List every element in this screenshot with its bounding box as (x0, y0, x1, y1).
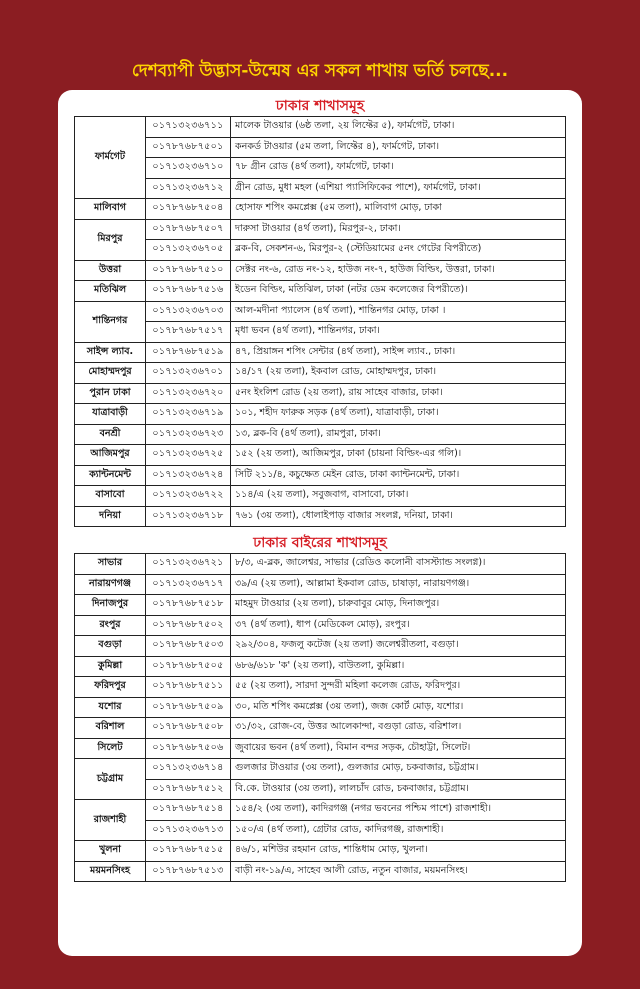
branch-phone: ০১৭১৩২৩৬৭০১ (146, 363, 231, 384)
branch-name: যাত্রাবাড়ী (75, 404, 146, 425)
branch-phone: ০১৭৮৭৬৮৭৫০৪ (146, 199, 231, 220)
branch-phone: ০১৭৮৭৬৮৭৫০৮ (146, 718, 231, 739)
table-row (75, 841, 566, 862)
branch-phone: ০১৭১৩২৩৬৭১৯ (146, 404, 231, 425)
branch-name: বনশ্রী (75, 424, 146, 445)
table-row (75, 554, 566, 575)
branch-address: দারুসা টাওয়ার (৪র্থ তলা), মিরপুর-২, ঢাকা। (231, 219, 566, 240)
branch-address: সেক্টর নং-৬, রোড নং-১২, হাউজ নং-৭, হাউজ বিল্ডিং, উত্তরা, ঢাকা। (231, 260, 566, 281)
branch-address: ১৩, ব্লক-বি (৪র্থ তলা), রামপুরা, ঢাকা। (231, 424, 566, 445)
table-row (75, 506, 566, 527)
table-row (75, 820, 566, 841)
table-row (75, 137, 566, 158)
branch-phone: ০১৭১৩২৩৬৭২২ (146, 486, 231, 507)
branch-address: ১৪/১৭ (২য় তলা), ইকবাল রোড, মোহাম্মদপুর, ঢাকা। (231, 363, 566, 384)
branch-name: মিরপুর (75, 219, 146, 260)
branch-address: মালেক টাওয়ার (৬ষ্ঠ তলা, ২য় লিফ্টের ৫), ফার্মগেট, ঢাকা। (231, 117, 566, 138)
branch-phone: ০১৭১৩২৩৬৭১১ (146, 117, 231, 138)
branch-address: গ্রীন রোড, মুধা মহল (এশিয়া প্যাসিফিকের পাশে), ফার্মগেট, ঢাকা। (231, 178, 566, 199)
branch-name: বরিশাল (75, 718, 146, 739)
table-row (75, 363, 566, 384)
table-row (75, 697, 566, 718)
branch-address: কনকর্ড টাওয়ার (৫ম তলা, লিফ্টের ৪), ফার্মগেট, ঢাকা। (231, 137, 566, 158)
branch-name: মতিঝিল (75, 281, 146, 302)
branch-name: রাজশাহী (75, 800, 146, 841)
branch-phone: ০১৭৮৭৬৮৭৫১২ (146, 779, 231, 800)
branch-name: মালিবাগ (75, 199, 146, 220)
branch-name: ময়মনসিংহ (75, 861, 146, 882)
branch-phone: ০১৭৮৭৬৮৭৫০৬ (146, 738, 231, 759)
branch-address: ৬৮৬/৬১৮ 'ক' (২য় তলা), বাউতলা, কুমিল্লা। (231, 656, 566, 677)
table-row (75, 260, 566, 281)
branch-address: গুলজার টাওয়ার (৩য় তলা), গুলজার মোড়, চকবাজার, চট্টগ্রাম। (231, 759, 566, 780)
table-row (75, 404, 566, 425)
branch-name: যশোর (75, 697, 146, 718)
table-row (75, 219, 566, 240)
branch-phone: ০১৭৮৭৬৮৭৫০৩ (146, 636, 231, 657)
branch-phone: ০১৭১৩২৩৬৭১৮ (146, 506, 231, 527)
branch-address: হোসাফ শপিং কমপ্লেক্স (৫ম তলা), মালিবাগ মোড়, ঢাকা (231, 199, 566, 220)
table-row (75, 861, 566, 882)
branch-name: কুমিল্লা (75, 656, 146, 677)
branch-name: পুরান ঢাকা (75, 383, 146, 404)
branch-name: খুলনা (75, 841, 146, 862)
branch-phone: ০১৭৮৭৬৮৭৫০৭ (146, 219, 231, 240)
table-row (75, 301, 566, 322)
table-row (75, 465, 566, 486)
branch-name: ফরিদপুর (75, 677, 146, 698)
branch-phone: ০১৭৮৭৬৮৭৫১৬ (146, 281, 231, 302)
branch-address: মাহমুদ টাওয়ার (২য় তলা), চারুবাবুর মোড়, দিনাজপুর। (231, 595, 566, 616)
table-row (75, 595, 566, 616)
branch-address: আল-মদীনা প্যালেস (৪র্থ তলা), শান্তিনগর মোড়, ঢাকা । (231, 301, 566, 322)
branch-address: ৪৭, প্রিয়াঙ্গন শপিং সেন্টার (৪র্থ তলা), সাইন্স ল্যাব., ঢাকা। (231, 342, 566, 363)
table-row (75, 800, 566, 821)
branch-phone: ০১৭৮৭৬৮৭৫১৫ (146, 841, 231, 862)
branch-phone: ০১৭৮৭৬৮৭৫০১ (146, 137, 231, 158)
branch-phone: ০১৭৮৭৬৮৭৫০৫ (146, 656, 231, 677)
branch-name: দনিয়া (75, 506, 146, 527)
branch-phone: ০১৭১৩২৩৬৭২৪ (146, 465, 231, 486)
branch-address: সিটি ২১১/৪, কচুক্ষেত মেইন রোড, ঢাকা ক্যান্টনমেন্ট, ঢাকা। (231, 465, 566, 486)
table-row (75, 322, 566, 343)
table-row (75, 779, 566, 800)
branch-phone: ০১৭৮৭৬৮৭৫০৯ (146, 697, 231, 718)
branch-phone: ০১৭১৩২৩৬৭২৩ (146, 424, 231, 445)
branch-phone: ০১৭৮৭৬৮৭৫১১ (146, 677, 231, 698)
branch-name: উত্তরা (75, 260, 146, 281)
table-row (75, 424, 566, 445)
branch-phone: ০১৭১৩২৩৬৭১২ (146, 178, 231, 199)
table-row (75, 240, 566, 261)
branch-phone: ০১৭১৩২৩৬৭১৪ (146, 759, 231, 780)
branch-phone: ০১৭১৩২৩৬৭২১ (146, 554, 231, 575)
branch-phone: ০১৭৮৭৬৮৭৫১৭ (146, 322, 231, 343)
branch-address: ৭৮ গ্রীন রোড (৪র্থ তলা), ফার্মগেট, ঢাকা। (231, 158, 566, 179)
table-row (75, 178, 566, 199)
branch-address: ২৯২/৩০৪, ফজলু কটেজ (২য় তলা) জলেশ্বরীতলা, বগুড়া। (231, 636, 566, 657)
branch-name: আজিমপুর (75, 445, 146, 466)
branch-phone: ০১৭৮৭৬৮৭৫১৮ (146, 595, 231, 616)
branch-address: ৫নং ইংলিশ রোড (২য় তলা), রায় সাহেব বাজার, ঢাকা। (231, 383, 566, 404)
table-row (75, 383, 566, 404)
branch-phone: ০১৭১৩২৩৬৭১৩ (146, 820, 231, 841)
table-row (75, 738, 566, 759)
branch-phone: ০১৭১৩২৩৬৭০৫ (146, 240, 231, 261)
table-row (75, 445, 566, 466)
table-row (75, 677, 566, 698)
branch-address: জুবায়ের ভবন (৪র্থ তলা), বিমান বন্দর সড়ক, চৌহাট্টা, সিলেট। (231, 738, 566, 759)
branch-phone: ০১৭১৩২৩৬৭০৩ (146, 301, 231, 322)
branch-name: বাসাবো (75, 486, 146, 507)
branch-phone: ০১৭১৩২৩৬৭১৭ (146, 574, 231, 595)
branch-address: ৩০, মতি শপিং কমপ্লেক্স (৩য় তলা), জজ কোর্ট মোড়, যশোর। (231, 697, 566, 718)
dhaka-branch-table (74, 116, 566, 527)
branch-address: বাড়ী নং-১৯/এ, সাহেব আলী রোড, নতুন বাজার, ময়মনসিংহ। (231, 861, 566, 882)
branch-phone: ০১৭১৩২৩৬৭২৫ (146, 445, 231, 466)
branch-name: বগুড়া (75, 636, 146, 657)
table-row (75, 615, 566, 636)
branch-phone: ০১৭৮৭৬৮৭৫১০ (146, 260, 231, 281)
branch-address: ১৫৪/২ (৩য় তলা), কাদিরগঞ্জ (নগর ভবনের পশ্চিম পাশে) রাজশাহী। (231, 800, 566, 821)
table-row (75, 486, 566, 507)
branch-address: ১৫০/এ (৪র্থ তলা), গ্রেটার রোড, কাদিরগঞ্জ, রাজশাহী। (231, 820, 566, 841)
branch-address: ৮/৩, এ-ব্লক, জালেশ্বর, সাভার (রেডিও কলোনী বাসস্ট্যান্ড সংলগ্ন)। (231, 554, 566, 575)
branch-phone: ০১৭৮৭৬৮৭৫০২ (146, 615, 231, 636)
table-row (75, 574, 566, 595)
branch-name: মোহাম্মদপুর (75, 363, 146, 384)
branch-name: দিনাজপুর (75, 595, 146, 616)
branch-address: ৩১/৩২, রোজ-বে, উত্তর আলেকান্দা, বগুড়া রোড, বরিশাল। (231, 718, 566, 739)
branch-address: মৃধা ভবন (৪র্থ তলা), শান্তিনগর, ঢাকা। (231, 322, 566, 343)
branch-phone: ০১৭৮৭৬৮৭৫১৩ (146, 861, 231, 882)
branch-name: সাইন্স ল্যাব. (75, 342, 146, 363)
branch-list-card (58, 90, 582, 956)
branch-name: সাভার (75, 554, 146, 575)
branch-name: ফার্মগেট (75, 117, 146, 199)
branch-phone: ০১৭৮৭৬৮৭৫১৪ (146, 800, 231, 821)
table-row (75, 117, 566, 138)
branch-name: চট্টগ্রাম (75, 759, 146, 800)
branch-name: শান্তিনগর (75, 301, 146, 342)
branch-name: রংপুর (75, 615, 146, 636)
table-row (75, 718, 566, 739)
page-headline: দেশব্যাপী উদ্ভাস-উন্মেষ এর সকল শাখায় ভর্তি চলছে... (131, 61, 509, 81)
branch-name: সিলেট (75, 738, 146, 759)
table-row (75, 281, 566, 302)
branch-phone: ০১৭১৩২৩৬৭২০ (146, 383, 231, 404)
branch-address: ১৫২ (২য় তলা), আজিমপুর, ঢাকা (চায়না বিল্ডিং-এর গলি)। (231, 445, 566, 466)
dhaka-section-title: ঢাকার শাখাসমূহ (275, 98, 365, 114)
branch-address: ১১৪/এ (২য় তলা), সবুজবাগ, বাসাবো, ঢাকা। (231, 486, 566, 507)
table-row (75, 759, 566, 780)
branch-address: ৩৭ (৪র্থ তলা), ধাপ (মেডিকেল মোড়), রংপুর। (231, 615, 566, 636)
branch-address: ১০১, শহীদ ফারুক সড়ক (৪র্থ তলা), যাত্রাবাড়ী, ঢাকা। (231, 404, 566, 425)
outside-section-title: ঢাকার বাইরের শাখাসমূহ (253, 535, 387, 551)
table-row (75, 158, 566, 179)
branch-address: বি.কে. টাওয়ার (৩য় তলা), লালচাঁদ রোড, চকবাজার, চট্টগ্রাম। (231, 779, 566, 800)
table-row (75, 636, 566, 657)
branch-name: নারায়ণগঞ্জ (75, 574, 146, 595)
table-row (75, 656, 566, 677)
outside-branch-table (74, 553, 566, 882)
branch-address: ইডেন বিল্ডিং, মতিঝিল, ঢাকা (নটর ডেম কলেজের বিপরীতে)। (231, 281, 566, 302)
branch-address: ৪৬/১, মশিউর রহমান রোড, শান্তিধাম মোড়, খুলনা। (231, 841, 566, 862)
table-row (75, 342, 566, 363)
table-row (75, 199, 566, 220)
branch-address: ৭৬১ (৩য় তলা), ধোলাইপাড় বাজার সংলগ্ন, দনিয়া, ঢাকা। (231, 506, 566, 527)
branch-name: ক্যান্টনমেন্ট (75, 465, 146, 486)
branch-address: ব্লক-বি, সেকশন-৬, মিরপুর-২ (স্টেডিয়ামের ৫নং গেটের বিপরীতে) (231, 240, 566, 261)
branch-address: ৩৯/এ (২য় তলা), আল্লামা ইকবাল রোড, চাষাড়া, নারায়ণগঞ্জ। (231, 574, 566, 595)
branch-phone: ০১৭৮৭৬৮৭৫১৯ (146, 342, 231, 363)
branch-address: ৫৫ (২য় তলা), সারদা সুন্দরী মহিলা কলেজ রোড, ফরিদপুর। (231, 677, 566, 698)
branch-phone: ০১৭১৩২৩৬৭১০ (146, 158, 231, 179)
